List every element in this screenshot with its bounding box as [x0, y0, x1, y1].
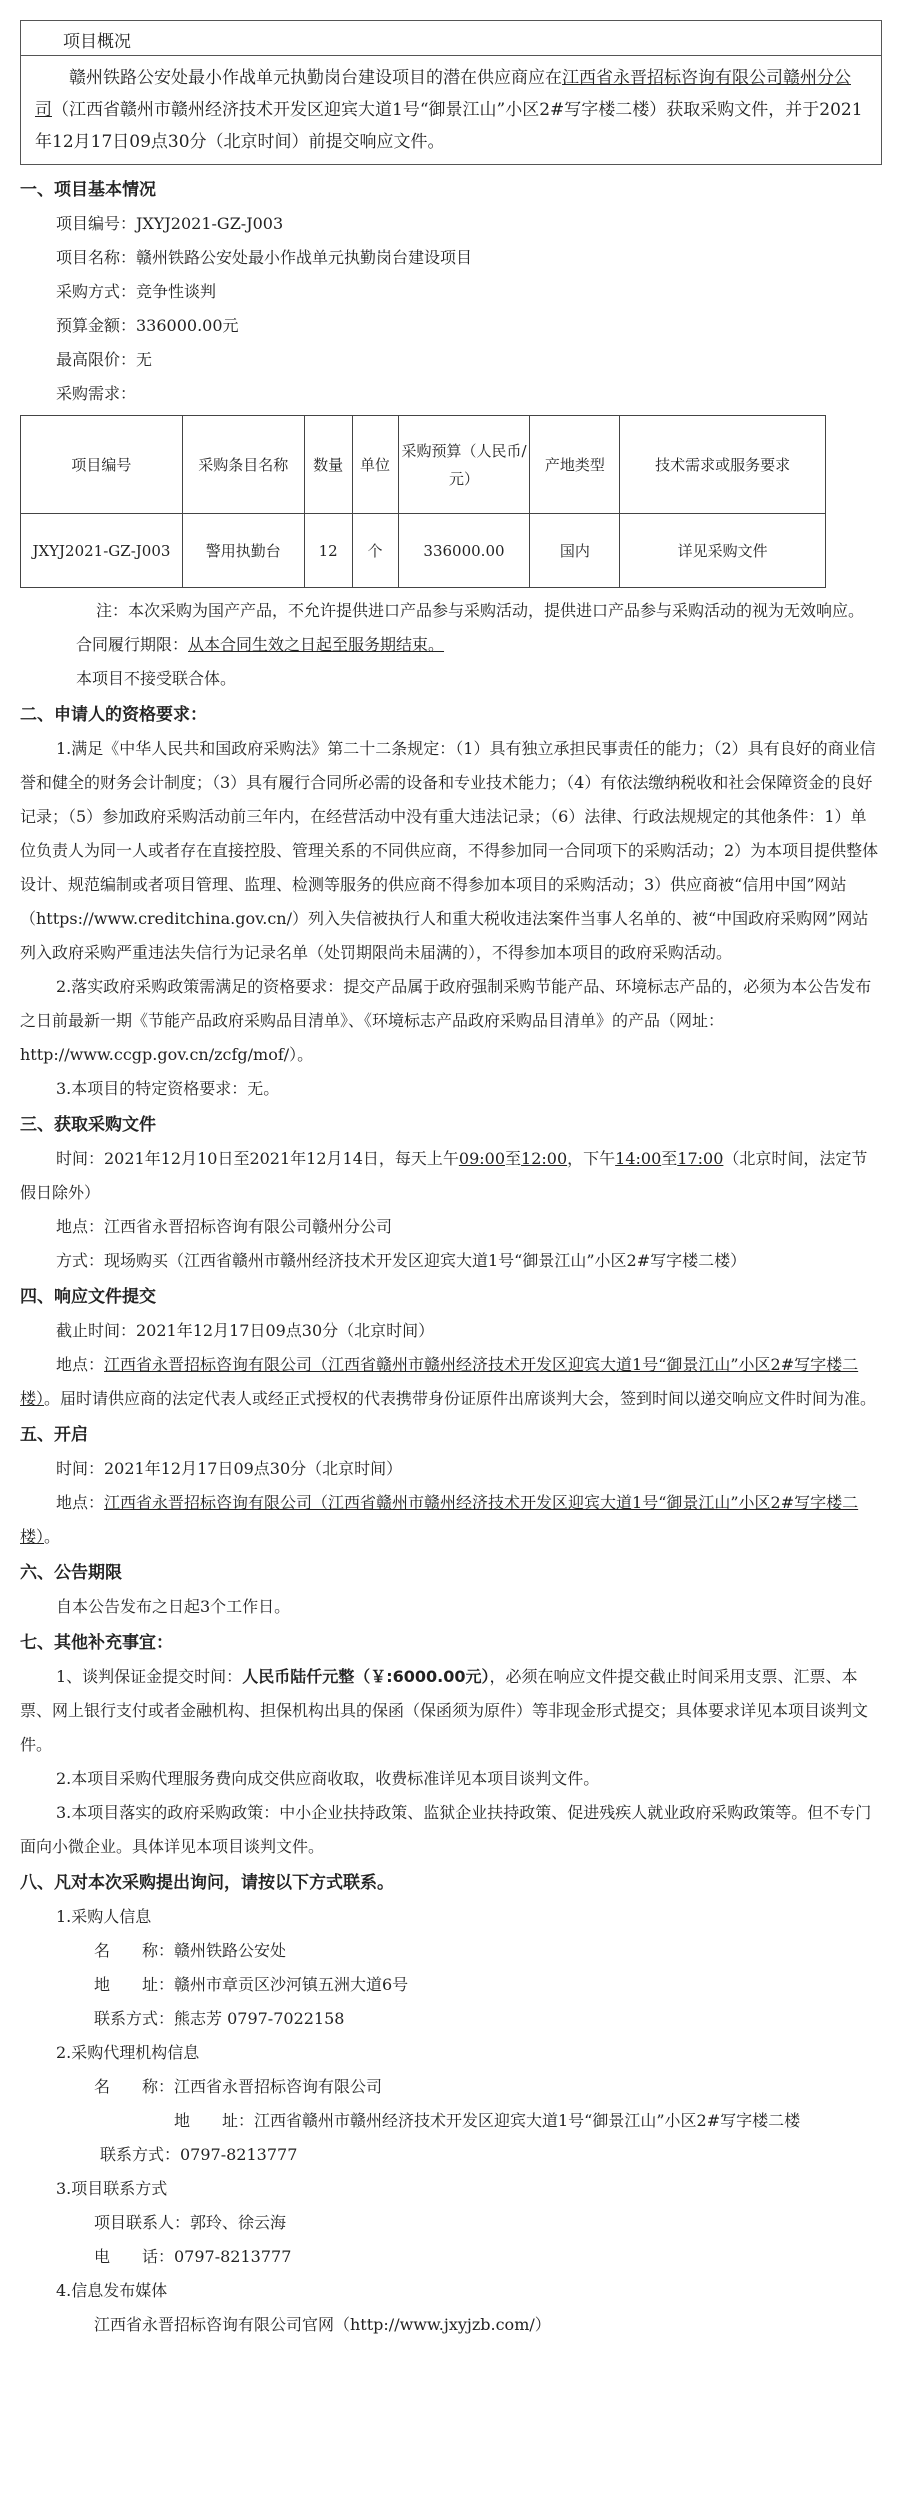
- overview-heading: 项目概况: [20, 20, 882, 56]
- import-note: 注：本次采购为国产产品，不允许提供进口产品参与采购活动，提供进口产品参与采购活动的视为无效响应。: [96, 601, 865, 620]
- purchaser-name: 名 称：赣州铁路公安处: [94, 1941, 287, 1960]
- agency-address: 地 址：江西省赣州市赣州经济技术开发区迎宾大道1号“御景江山”小区2#写字楼二楼: [174, 2111, 801, 2130]
- opening-time: 时间：2021年12月17日09点30分（北京时间）: [56, 1459, 403, 1478]
- time-separator: 至: [505, 1149, 522, 1168]
- contract-period: [20, 628, 882, 662]
- section-7-title: 七、其他补充事宜：: [20, 1633, 173, 1653]
- budget-amount: 预算金额：336000.00元: [56, 316, 239, 335]
- table-header: 单位: [352, 416, 398, 514]
- qualification-3: 3.本项目的特定资格要求：无。: [56, 1079, 280, 1098]
- submission-place-tail: 。届时请供应商的法定代表人或经正式授权的代表携带身份证原件出席谈判大会，签到时间以递交响应文件时间为准。: [44, 1389, 877, 1408]
- acquisition-time: [20, 1142, 882, 1210]
- submission-place-label: 地点：: [56, 1355, 105, 1374]
- table-cell: 警用执勤台: [182, 514, 304, 588]
- table-header-row: [21, 416, 826, 514]
- project-name: 项目名称：赣州铁路公安处最小作战单元执勤岗台建设项目: [56, 248, 473, 267]
- section-5-title: 五、开启: [20, 1425, 88, 1445]
- project-contact-person: 项目联系人：郭玲、徐云海: [94, 2213, 287, 2232]
- opening-place-value: 江西省永晋招标咨询有限公司（江西省赣州市赣州经济技术开发区迎宾大道1号“御景江山”小区2#写字楼二楼）: [20, 1493, 859, 1546]
- media-heading: 4.信息发布媒体: [56, 2281, 168, 2300]
- media-website: 江西省永晋招标咨询有限公司官网（http://www.jxyjzb.com/）: [94, 2315, 551, 2334]
- agency-contact: 联系方式：0797-8213777: [100, 2145, 298, 2164]
- section-6-title: 六、公告期限: [20, 1563, 122, 1583]
- purchaser-contact: 联系方式：熊志芳 0797-7022158: [94, 2009, 345, 2028]
- submission-deadline: 截止时间：2021年12月17日09点30分（北京时间）: [56, 1321, 435, 1340]
- purchaser-address: 地 址：赣州市章贡区沙河镇五洲大道6号: [94, 1975, 409, 1994]
- procurement-needs-label: 采购需求：: [56, 384, 137, 403]
- overview-text-2: （江西省赣州市赣州经济技术开发区迎宾大道1号“御景江山”小区2#写字楼二楼: [52, 100, 650, 120]
- table-cell: 个: [352, 514, 398, 588]
- overview-text-1: 赣州铁路公安处最小作战单元执勤岗台建设项目的潜在供应商应在: [69, 68, 562, 88]
- no-consortium: 本项目不接受联合体。: [76, 669, 237, 688]
- agency-name: 名 称：江西省永晋招标咨询有限公司: [94, 2077, 383, 2096]
- agency-info-heading: 2.采购代理机构信息: [56, 2043, 200, 2062]
- section-3-title: 三、获取采购文件: [20, 1115, 156, 1135]
- acquisition-place: 地点：江西省永晋招标咨询有限公司赣州分公司: [56, 1217, 393, 1236]
- time-separator: 至: [661, 1149, 678, 1168]
- qualification-1: 1.满足《中华人民共和国政府采购法》第二十二条规定：（1）具有独立承担民事责任的能力；（2）具有良好的商业信誉和健全的财务会计制度；（3）具有履行合同所必需的设备和专业技术能力；（4）有依法缴纳税收和社会保障资金的良好记录；（5）参加政府采购活动前三年内，在经营活动中没有重大违法记录；（6）法律、行政法规规定的其他条件：1）单位负责人为同一人或者存在直接控股、管理关系的不同供应商，不得参加同一合同项下的采购活动；2）为本项目提供整体设计、规范编制或者项目管理、监理、检测等服务的供应商不得参加本项目的采购活动；3）供应商被“信用中国”网站（https://www.creditchina.gov.cn/）列入失信被执行人和重大税收违法案件当事人名单的、被“中国政府采购网”网站列入政府采购严重违法失信行为记录名单（处罚期限尚未届满的），不得参加本项目的政府采购活动。: [20, 739, 879, 962]
- deposit-label: 1、谈判保证金提交时间：: [56, 1667, 243, 1686]
- deposit-amount: 人民币陆仟元整（￥:6000.00元）: [242, 1667, 490, 1686]
- section-2-title: 二、申请人的资格要求：: [20, 705, 207, 725]
- submission-place: [20, 1348, 882, 1416]
- submission-place-value: 江西省永晋招标咨询有限公司（江西省赣州市赣州经济技术开发区迎宾大道1号“御景江山”小区2#写字楼二楼）: [20, 1355, 859, 1408]
- table-cell: 336000.00: [398, 514, 530, 588]
- procurement-policy: 3.本项目落实的政府采购政策：中小企业扶持政策、监狱企业扶持政策、促进残疾人就业政府采购政策等。但不专门面向小微企业。具体详见本项目谈判文件。: [20, 1803, 872, 1856]
- section-8-title: 八、凡对本次采购提出询问，请按以下方式联系。: [20, 1873, 394, 1893]
- agency-fee: 2.本项目采购代理服务费向成交供应商收取，收费标准详见本项目谈判文件。: [56, 1769, 600, 1788]
- acquisition-time-note: （北京时间，法定节假日除外）: [20, 1149, 868, 1202]
- table-cell: 12: [304, 514, 352, 588]
- overview-agency-link[interactable]: 江西省永晋招标咨询有限公司赣州分公司: [35, 68, 851, 120]
- table-header: 采购预算（人民币/元）: [398, 416, 530, 514]
- table-cell: 国内: [530, 514, 620, 588]
- section-1-title: 一、项目基本情况: [20, 180, 156, 200]
- project-code: 项目编号：JXYJ2021-GZ-J003: [56, 214, 284, 233]
- deposit-info: [20, 1660, 882, 1762]
- opening-place-label: 地点：: [56, 1493, 105, 1512]
- acquisition-way: 方式：现场购买（江西省赣州市赣州经济技术开发区迎宾大道1号“御景江山”小区2#写字楼二楼）: [56, 1251, 747, 1270]
- acquisition-time-text: 时间：2021年12月10日至2021年12月14日，每天上午: [56, 1149, 459, 1168]
- contract-period-label: 合同履行期限：: [76, 635, 189, 654]
- purchaser-info-heading: 1.采购人信息: [56, 1907, 152, 1926]
- procurement-method: 采购方式：竞争性谈判: [56, 282, 217, 301]
- project-contact-heading: 3.项目联系方式: [56, 2179, 168, 2198]
- requirements-table: [20, 415, 826, 588]
- table-header: 采购条目名称: [182, 416, 304, 514]
- contract-period-value: 从本合同生效之日起至服务期结束。: [188, 635, 445, 654]
- time-value: 12:00: [521, 1149, 568, 1168]
- time-separator: ，下午: [567, 1149, 616, 1168]
- table-row: [21, 514, 826, 588]
- table-cell: JXYJ2021-GZ-J003: [21, 514, 183, 588]
- announcement-period: 自本公告发布之日起3个工作日。: [56, 1597, 291, 1616]
- opening-place-tail: 。: [44, 1527, 61, 1546]
- overview-text-3: ）获取采购文件，并于2021年12月17日09点30分（北京时间）前提交响应文件。: [35, 100, 863, 152]
- section-4-title: 四、响应文件提交: [20, 1287, 156, 1307]
- time-value: 17:00: [677, 1149, 724, 1168]
- time-value: 09:00: [458, 1149, 505, 1168]
- table-header: 技术需求或服务要求: [620, 416, 826, 514]
- table-header: 产地类型: [530, 416, 620, 514]
- table-cell: 详见采购文件: [620, 514, 826, 588]
- qualification-2: 2.落实政府采购政策需满足的资格要求：提交产品属于政府强制采购节能产品、环境标志产品的，必须为本公告发布之日前最新一期《节能产品政府采购品目清单》、《环境标志产品政府采购品目清单》的产品（网址：http://www.ccgp.gov.cn/zcfg/mof/）。: [20, 977, 872, 1064]
- time-value: 14:00: [615, 1149, 662, 1168]
- opening-place: [20, 1486, 882, 1554]
- table-header: 数量: [304, 416, 352, 514]
- table-header: 项目编号: [21, 416, 183, 514]
- max-price: 最高限价：无: [56, 350, 153, 369]
- deposit-detail: ，必须在响应文件提交截止时间采用支票、汇票、本票、网上银行支付或者金融机构、担保机构出具的保函（保函须为原件）等非现金形式提交；具体要求详见本项目谈判文件。: [20, 1667, 869, 1754]
- overview-box: [20, 56, 882, 165]
- project-contact-phone: 电 话：0797-8213777: [94, 2247, 292, 2266]
